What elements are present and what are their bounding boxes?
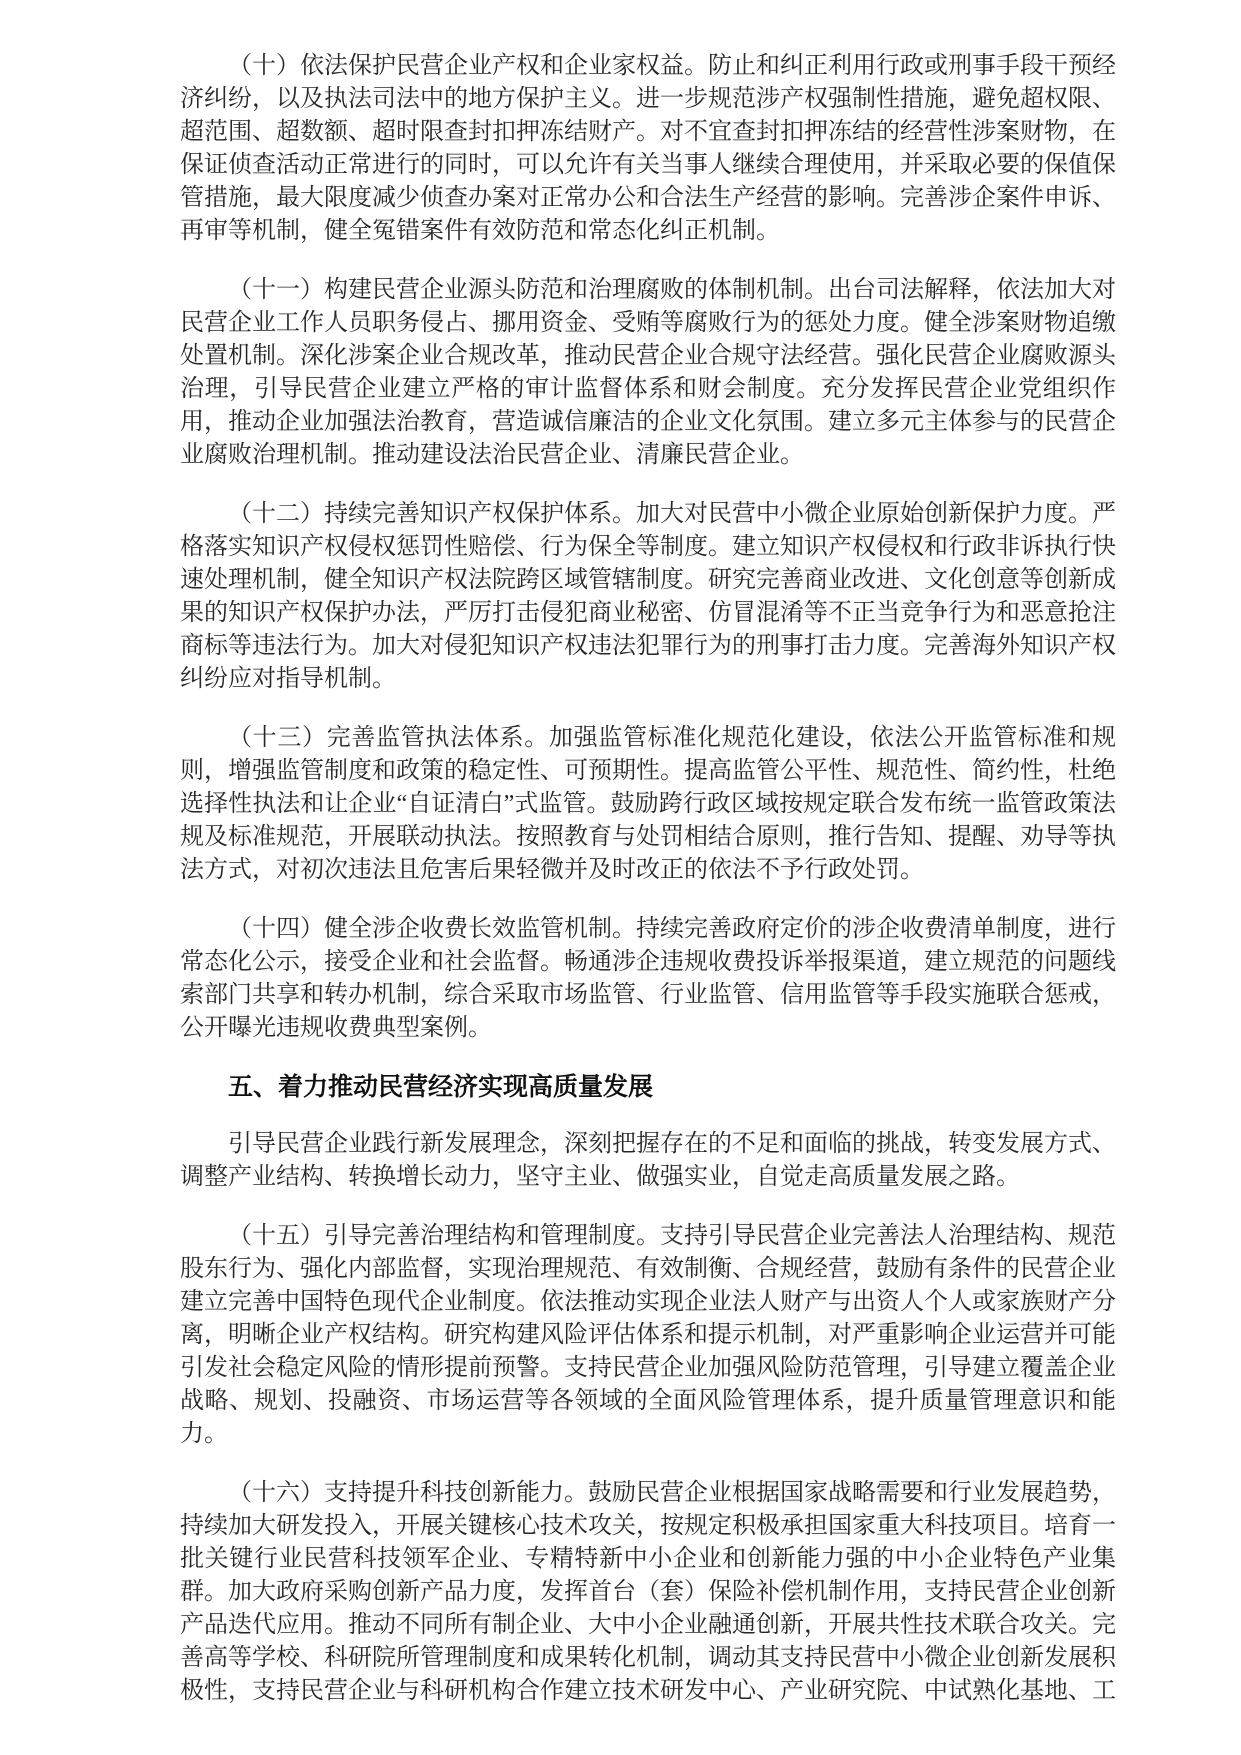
paragraph-15: （十五）引导完善治理结构和管理制度。支持引导民营企业完善法人治理结构、规范股东行为、强化内部监督，实现治理规范、有效制衡、合规经营，鼓励有条件的民营企业建立完善中国特色现代企业制度。依法推动实现企业法人财产与出资人个人或家族财产分离，明晰企业产权结构。研究构建风险评估体系和提示机制，对严重影响企业运营并可能引发社会稳定风险的情形提前预警。支持民营企业加强风险防范管理，引导建立覆盖企业战略、规划、投融资、市场运营等各领域的全面风险管理体系，提升质量管理意识和能力。 bbox=[180, 1223, 1116, 1447]
paragraph-12: （十二）持续完善知识产权保护体系。加大对民营中小微企业原始创新保护力度。严格落实知识产权侵权惩罚性赔偿、行为保全等制度。建立知识产权侵权和行政非诉执行快速处理机制，健全知识产权法院跨区域管辖制度。研究完善商业改进、文化创意等创新成果的知识产权保护办法，严厉打击侵犯商业秘密、仿冒混淆等不正当竞争行为和恶意抢注商标等违法行为。加大对侵犯知识产权违法犯罪行为的刑事打击力度。完善海外知识产权纠纷应对指导机制。 bbox=[180, 501, 1116, 692]
paragraph-14: （十四）健全涉企收费长效监管机制。持续完善政府定价的涉企收费清单制度，进行常态化公示，接受企业和社会监督。畅通涉企违规收费投诉举报渠道，建立规范的问题线索部门共享和转办机制，综合采取市场监管、行业监管、信用监管等手段实施联合惩戒，公开曝光违规收费典型案例。 bbox=[180, 916, 1116, 1041]
section-5-intro-paragraph: 引导民营企业践行新发展理念，深刻把握存在的不足和面临的挑战，转变发展方式、调整产业结构、转换增长动力，坚守主业、做强实业，自觉走高质量发展之路。 bbox=[180, 1131, 1116, 1190]
paragraph-13: （十三）完善监管执法体系。加强监管标准化规范化建设，依法公开监管标准和规则，增强监管制度和政策的稳定性、可预期性。提高监管公平性、规范性、简约性，杜绝选择性执法和让企业“自证清白”式监管。鼓励跨行政区域按规定联合发布统一监管政策法规及标准规范，开展联动执法。按照教育与处罚相结合原则，推行告知、提醒、劝导等执法方式，对初次违法且危害后果轻微并及时改正的依法不予行政处罚。 bbox=[180, 725, 1116, 883]
section-heading-5: 五、着力推动民营经济实现高质量发展 bbox=[228, 1073, 654, 1101]
paragraph-11: （十一）构建民营企业源头防范和治理腐败的体制机制。出台司法解释，依法加大对民营企业工作人员职务侵占、挪用资金、受贿等腐败行为的惩处力度。健全涉案财物追缴处置机制。深化涉案企业合规改革，推动民营企业合规守法经营。强化民营企业腐败源头治理，引导民营企业建立严格的审计监督体系和财会制度。充分发挥民营企业党组织作用，推动企业加强法治教育，营造诚信廉洁的企业文化氛围。建立多元主体参与的民营企业腐败治理机制。推动建设法治民营企业、清廉民营企业。 bbox=[180, 277, 1116, 468]
paragraph-16: （十六）支持提升科技创新能力。鼓励民营企业根据国家战略需要和行业发展趋势，持续加大研发投入，开展关键核心技术攻关，按规定积极承担国家重大科技项目。培育一批关键行业民营科技领军企业、专精特新中小企业和创新能力强的中小企业特色产业集群。加大政府采购创新产品力度，发挥首台（套）保险补偿机制作用，支持民营企业创新产品迭代应用。推动不同所有制企业、大中小企业融通创新，开展共性技术联合攻关。完善高等学校、科研院所管理制度和成果转化机制，调动其支持民营中小微企业创新发展积极性，支持民营企业与科研机构合作建立技术研发中心、产业研究院、中试熟化基地、工 bbox=[180, 1480, 1116, 1704]
document-text-block bbox=[180, 50, 1116, 1734]
paragraph-10: （十）依法保护民营企业产权和企业家权益。防止和纠正利用行政或刑事手段干预经济纠纷，以及执法司法中的地方保护主义。进一步规范涉产权强制性措施，避免超权限、超范围、超数额、超时限查封扣押冻结财产。对不宜查封扣押冻结的经营性涉案财物，在保证侦查活动正常进行的同时，可以允许有关当事人继续合理使用，并采取必要的保值保管措施，最大限度减少侦查办案对正常办公和合法生产经营的影响。完善涉企案件申诉、再审等机制，健全冤错案件有效防范和常态化纠正机制。 bbox=[180, 53, 1116, 244]
